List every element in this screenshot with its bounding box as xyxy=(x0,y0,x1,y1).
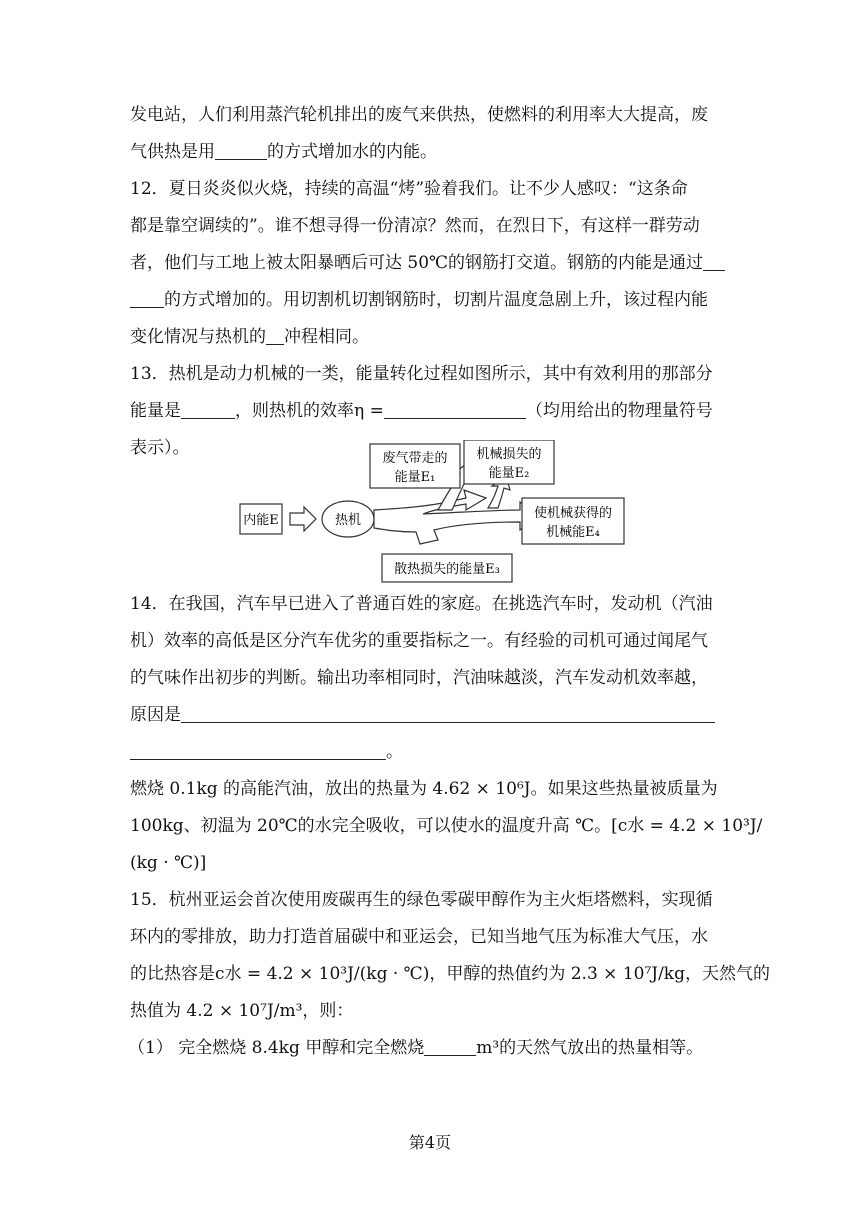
text-line: 燃烧 0.1kg 的高能汽油，放出的热量为 4.62 × 10⁶J。如果这些热量被质量为 xyxy=(130,779,718,799)
answer-blank[interactable] xyxy=(703,252,725,271)
text-line xyxy=(130,325,369,349)
answer-blank[interactable] xyxy=(181,400,235,419)
text-segment: 的方式增加的。用切割机切割钢筋时，切割片温度急剧上升，该过程内能 xyxy=(164,290,708,310)
text-segment: （均用给出的物理量符号 xyxy=(525,401,713,421)
text-segment: 变化情况与热机的 xyxy=(130,327,266,347)
source-label: 内能E xyxy=(243,513,279,528)
answer-blank[interactable] xyxy=(215,141,267,160)
text-line: 热值为 4.2 × 10⁷J/m³，则： xyxy=(130,1001,354,1021)
output-label-line2: 机械能E₄ xyxy=(546,525,600,540)
text-line: 机）效率的高低是区分汽车优劣的重要指标之一。有经验的司机可通过闻尾气 xyxy=(130,631,708,651)
exhaust-label-line1: 废气带走的 xyxy=(382,451,448,466)
text-line: (kg · ℃)] xyxy=(130,853,207,873)
text-segment: 气供热是用 xyxy=(130,142,215,162)
question-14-line: 14．在我国，汽车早已进入了普通百姓的家庭。在挑选汽车时，发动机（汽油 xyxy=(130,594,713,614)
answer-blank[interactable] xyxy=(181,704,715,723)
question-15-line: 15．杭州亚运会首次使用废碳再生的绿色零碳甲醇作为主火炬塔燃料，实现循 xyxy=(130,890,713,910)
answer-blank[interactable] xyxy=(130,289,164,308)
answer-blank[interactable] xyxy=(266,326,284,345)
text-line xyxy=(130,251,725,275)
text-line: 表示）。 xyxy=(130,438,190,458)
text-line xyxy=(130,740,403,764)
text-segment: （1） 完全燃烧 8.4kg 甲醇和完全燃烧 xyxy=(128,1038,425,1058)
text-line: 的比热容是c水 = 4.2 × 10³J/(kg · ℃)，甲醇的热值约为 2.3 × 10⁷J/kg，天然气的 xyxy=(130,964,770,984)
answer-blank[interactable] xyxy=(384,400,526,419)
text-line: 都是靠空调续的”。谁不想寻得一份清凉？然而，在烈日下，有这样一群劳动 xyxy=(130,216,700,236)
text-segment: 原因是 xyxy=(130,705,181,725)
question-12-line: 12．夏日炎炎似火烧，持续的高温“烤”验着我们。让不少人感叹：“这条命 xyxy=(130,179,688,199)
heat-loss-label: 散热损失的能量E₃ xyxy=(394,562,500,577)
text-line: 发电站，人们利用蒸汽轮机排出的废气来供热，使燃料的利用率大大提高，废 xyxy=(130,105,708,125)
text-line: 100kg、初温为 20℃的水完全吸收，可以使水的温度升高 ℃。[c水 = 4.2 × 10³J/ xyxy=(130,816,763,836)
text-line: 的气味作出初步的判断。输出功率相同时，汽油味越淡，汽车发动机效率越， xyxy=(130,668,708,688)
sub-question-line xyxy=(128,1036,703,1060)
text-segment: ，则热机的效率η = xyxy=(235,401,384,421)
energy-flow-diagram xyxy=(238,440,628,584)
output-label-line1: 使机械获得的 xyxy=(533,506,613,521)
page-number: 第4页 xyxy=(408,1133,452,1152)
answer-blank[interactable] xyxy=(424,1037,476,1056)
text-line xyxy=(130,703,715,727)
text-line: 环内的零排放，助力打造首届碳中和亚运会，已知当地气压为标准大气压，水 xyxy=(130,927,708,947)
text-segment: 冲程相同。 xyxy=(284,327,369,347)
engine-label: 热机 xyxy=(334,513,362,528)
text-segment: 的方式增加水的内能。 xyxy=(267,142,437,162)
text-segment: 能量是 xyxy=(130,401,181,421)
text-line xyxy=(130,140,437,164)
text-segment: m³的天然气放出的热量相等。 xyxy=(476,1038,704,1058)
text-line xyxy=(130,288,708,312)
text-segment: 。 xyxy=(386,742,403,762)
answer-blank[interactable] xyxy=(130,741,386,760)
question-13-line: 13．热机是动力机械的一类，能量转化过程如图所示，其中有效利用的那部分 xyxy=(130,364,713,384)
mech-loss-label-line2: 能量E₂ xyxy=(488,466,530,481)
input-arrow xyxy=(290,507,316,531)
mech-loss-label-line1: 机械损失的 xyxy=(476,447,542,462)
text-line xyxy=(130,399,713,423)
exhaust-label-line2: 能量E₁ xyxy=(394,470,436,485)
text-segment: 者，他们与工地上被太阳暴晒后可达 50℃的钢筋打交道。钢筋的内能是通过 xyxy=(130,253,704,273)
